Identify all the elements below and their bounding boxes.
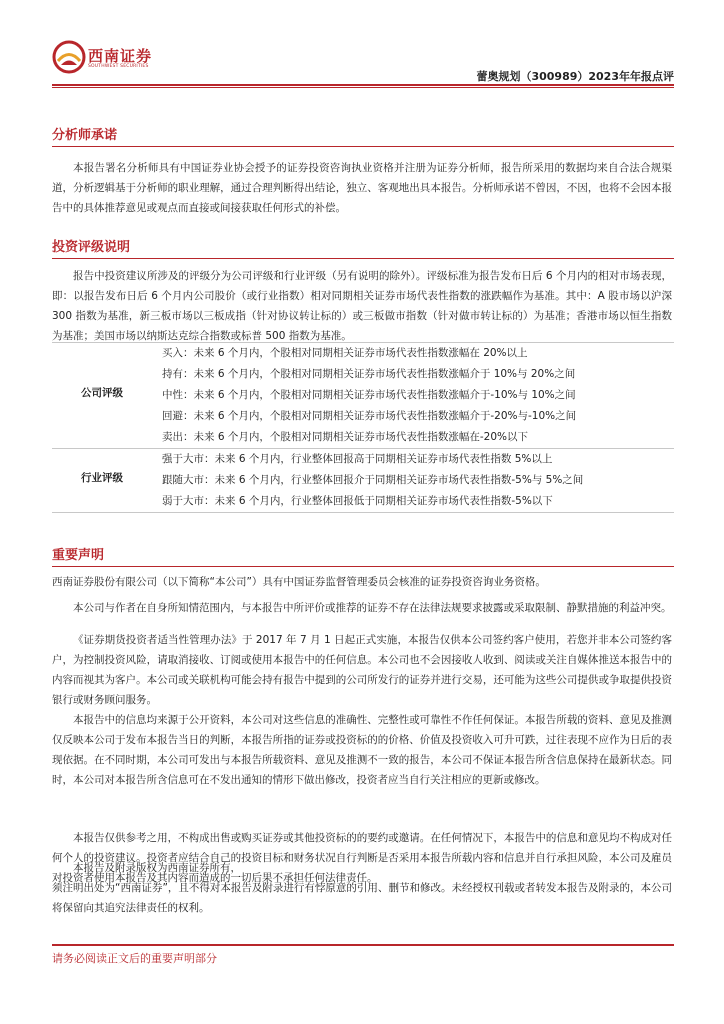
company-rating-row: 中性：未来 6 个月内，个股相对同期相关证券市场代表性指数涨幅介于-10%与 10%之间	[162, 389, 576, 401]
footer-notice: 请务必阅读正文后的重要声明部分	[52, 952, 217, 965]
analyst-section-title: 分析师承诺	[52, 128, 118, 143]
industry-rating-row: 强于大市：未来 6 个月内，行业整体回报高于同期相关证券市场代表性指数 5%以上	[162, 453, 553, 465]
disclaimer-paragraph: 本报告中的信息均来源于公开资料，本公司对这些信息的准确性、完整性或可靠性不作任何保证。本报告所载的资料、意见及推测仅反映本公司于发布本报告当日的判断，本报告所指的证券或投资标的的价格、价值及投资收入可升可跌，过往表现不应作为日后的表现依据。在不同时期，本公司可发出与本报告所载资料、意见及推测不一致的报告，本公司不保证本报告所含信息保持在最新状态。同时，本公司对本报告所含信息可在不发出通知的情形下做出修改，投资者应当自行关注相应的更新或修改。	[52, 714, 672, 786]
rating-table	[52, 342, 674, 513]
industry-rating-label: 行业评级	[81, 472, 123, 484]
logo-text-en: SOUTHWEST SECURITIES	[88, 64, 149, 69]
header-divider	[52, 84, 674, 86]
rating-section-rule	[52, 258, 674, 259]
company-rating-row: 买入：未来 6 个月内，个股相对同期相关证券市场代表性指数涨幅在 20%以上	[162, 347, 528, 359]
logo-text-cn: 西南证券	[88, 47, 153, 65]
industry-rating-group	[52, 448, 674, 512]
disclaimer-paragraph: 本报告仅供参考之用，不构成出售或购买证券或其他投资标的的要约或邀请。在任何情况下，本报告中的信息和意见均不构成对任何个人的投资建议。投资者应结合自己的投资目标和财务状况自行判断是否采用本报告所载内容和信息并自行承担风险，本公司及雇员对投资者使用本报告及其内容而造成的一切后果不承担任何法律责任。	[52, 832, 672, 884]
analyst-section-rule	[52, 146, 674, 147]
disclaimer-paragraph: 本公司与作者在自身所知情范围内，与本报告中所评价或推荐的证券不存在法律法规要求披露或采取限制、静默措施的利益冲突。	[73, 602, 672, 614]
analyst-paragraph: 本报告署名分析师具有中国证券业协会授予的证券投资咨询执业资格并注册为证券分析师，报告所采用的数据均来自合法合规渠道，分析逻辑基于分析师的职业理解，通过合理判断得出结论，独立、客观地出具本报告。分析师承诺不曾因，不因，也将不会因本报告中的具体推荐意见或观点而直接或间接获取任何形式的补偿。	[52, 162, 672, 214]
disclaimer-paragraph: 《证券期货投资者适当性管理办法》于 2017 年 7 月 1 日起正式实施，本报告仅供本公司签约客户使用，若您并非本公司签约客户，为控制投资风险，请取消接收、订阅或使用本报告中的任何信息。本公司也不会因接收人收到、阅读或关注自媒体推送本报告中的内容而视其为客户。本公司或关联机构可能会持有报告中提到的公司所发行的证券并进行交易，还可能为这些公司提供或争取提供投资银行或财务顾问服务。	[52, 634, 672, 706]
rating-intro-paragraph: 报告中投资建议所涉及的评级分为公司评级和行业评级（另有说明的除外）。评级标准为报告发布日后 6 个月内的相对市场表现，即：以报告发布日后 6 个月内公司股价（或行业指数）相对同期相关证券市场代表性指数的涨跌幅作为基准。其中：A 股市场以沪深 300 指数为基准，新三板市场以三板成指（针对协议转让标的）或三板做市指数（针对做市转让标的）为基准；香港市场以恒生指数为基准；美国市场以纳斯达克综合指数或标普 500 指数为基准。	[52, 270, 672, 342]
disclaimer-paragraph: 须注明出处为“西南证券”，且不得对本报告及附录进行有悖原意的引用、删节和修改。未经授权刊载或者转发本报告及附录的，本公司将保留向其追究法律责任的权利。	[52, 882, 672, 914]
rating-section-title: 投资评级说明	[52, 240, 131, 255]
footer-divider	[52, 944, 674, 946]
header-divider-thin	[52, 87, 674, 88]
disclaimer-paragraph: 本报告及附录版权为西南证券所有，	[73, 862, 241, 874]
company-rating-label: 公司评级	[81, 387, 123, 399]
disclaimer-section-title: 重要声明	[52, 548, 105, 563]
industry-rating-row: 跟随大市：未来 6 个月内，行业整体回报介于同期相关证券市场代表性指数-5%与 5%之间	[162, 474, 584, 486]
logo-emblem-icon	[52, 40, 86, 74]
industry-rating-row: 弱于大市：未来 6 个月内，行业整体回报低于同期相关证券市场代表性指数-5%以下	[162, 495, 553, 507]
company-logo	[52, 40, 152, 76]
disclaimer-section-rule	[52, 566, 674, 567]
company-rating-row: 卖出：未来 6 个月内，个股相对同期相关证券市场代表性指数涨幅在-20%以下	[162, 431, 528, 443]
company-rating-row: 回避：未来 6 个月内，个股相对同期相关证券市场代表性指数涨幅介于-20%与-10%之间	[162, 410, 577, 422]
report-title: 蕾奥规划（300989）2023年年报点评	[476, 70, 674, 83]
company-rating-group	[52, 342, 674, 448]
disclaimer-paragraph: 西南证券股份有限公司（以下简称“本公司”）具有中国证券监督管理委员会核准的证券投资咨询业务资格。	[52, 576, 546, 588]
rating-table-bottom-rule	[52, 512, 674, 513]
company-rating-row: 持有：未来 6 个月内，个股相对同期相关证券市场代表性指数涨幅介于 10%与 20%之间	[162, 368, 576, 380]
